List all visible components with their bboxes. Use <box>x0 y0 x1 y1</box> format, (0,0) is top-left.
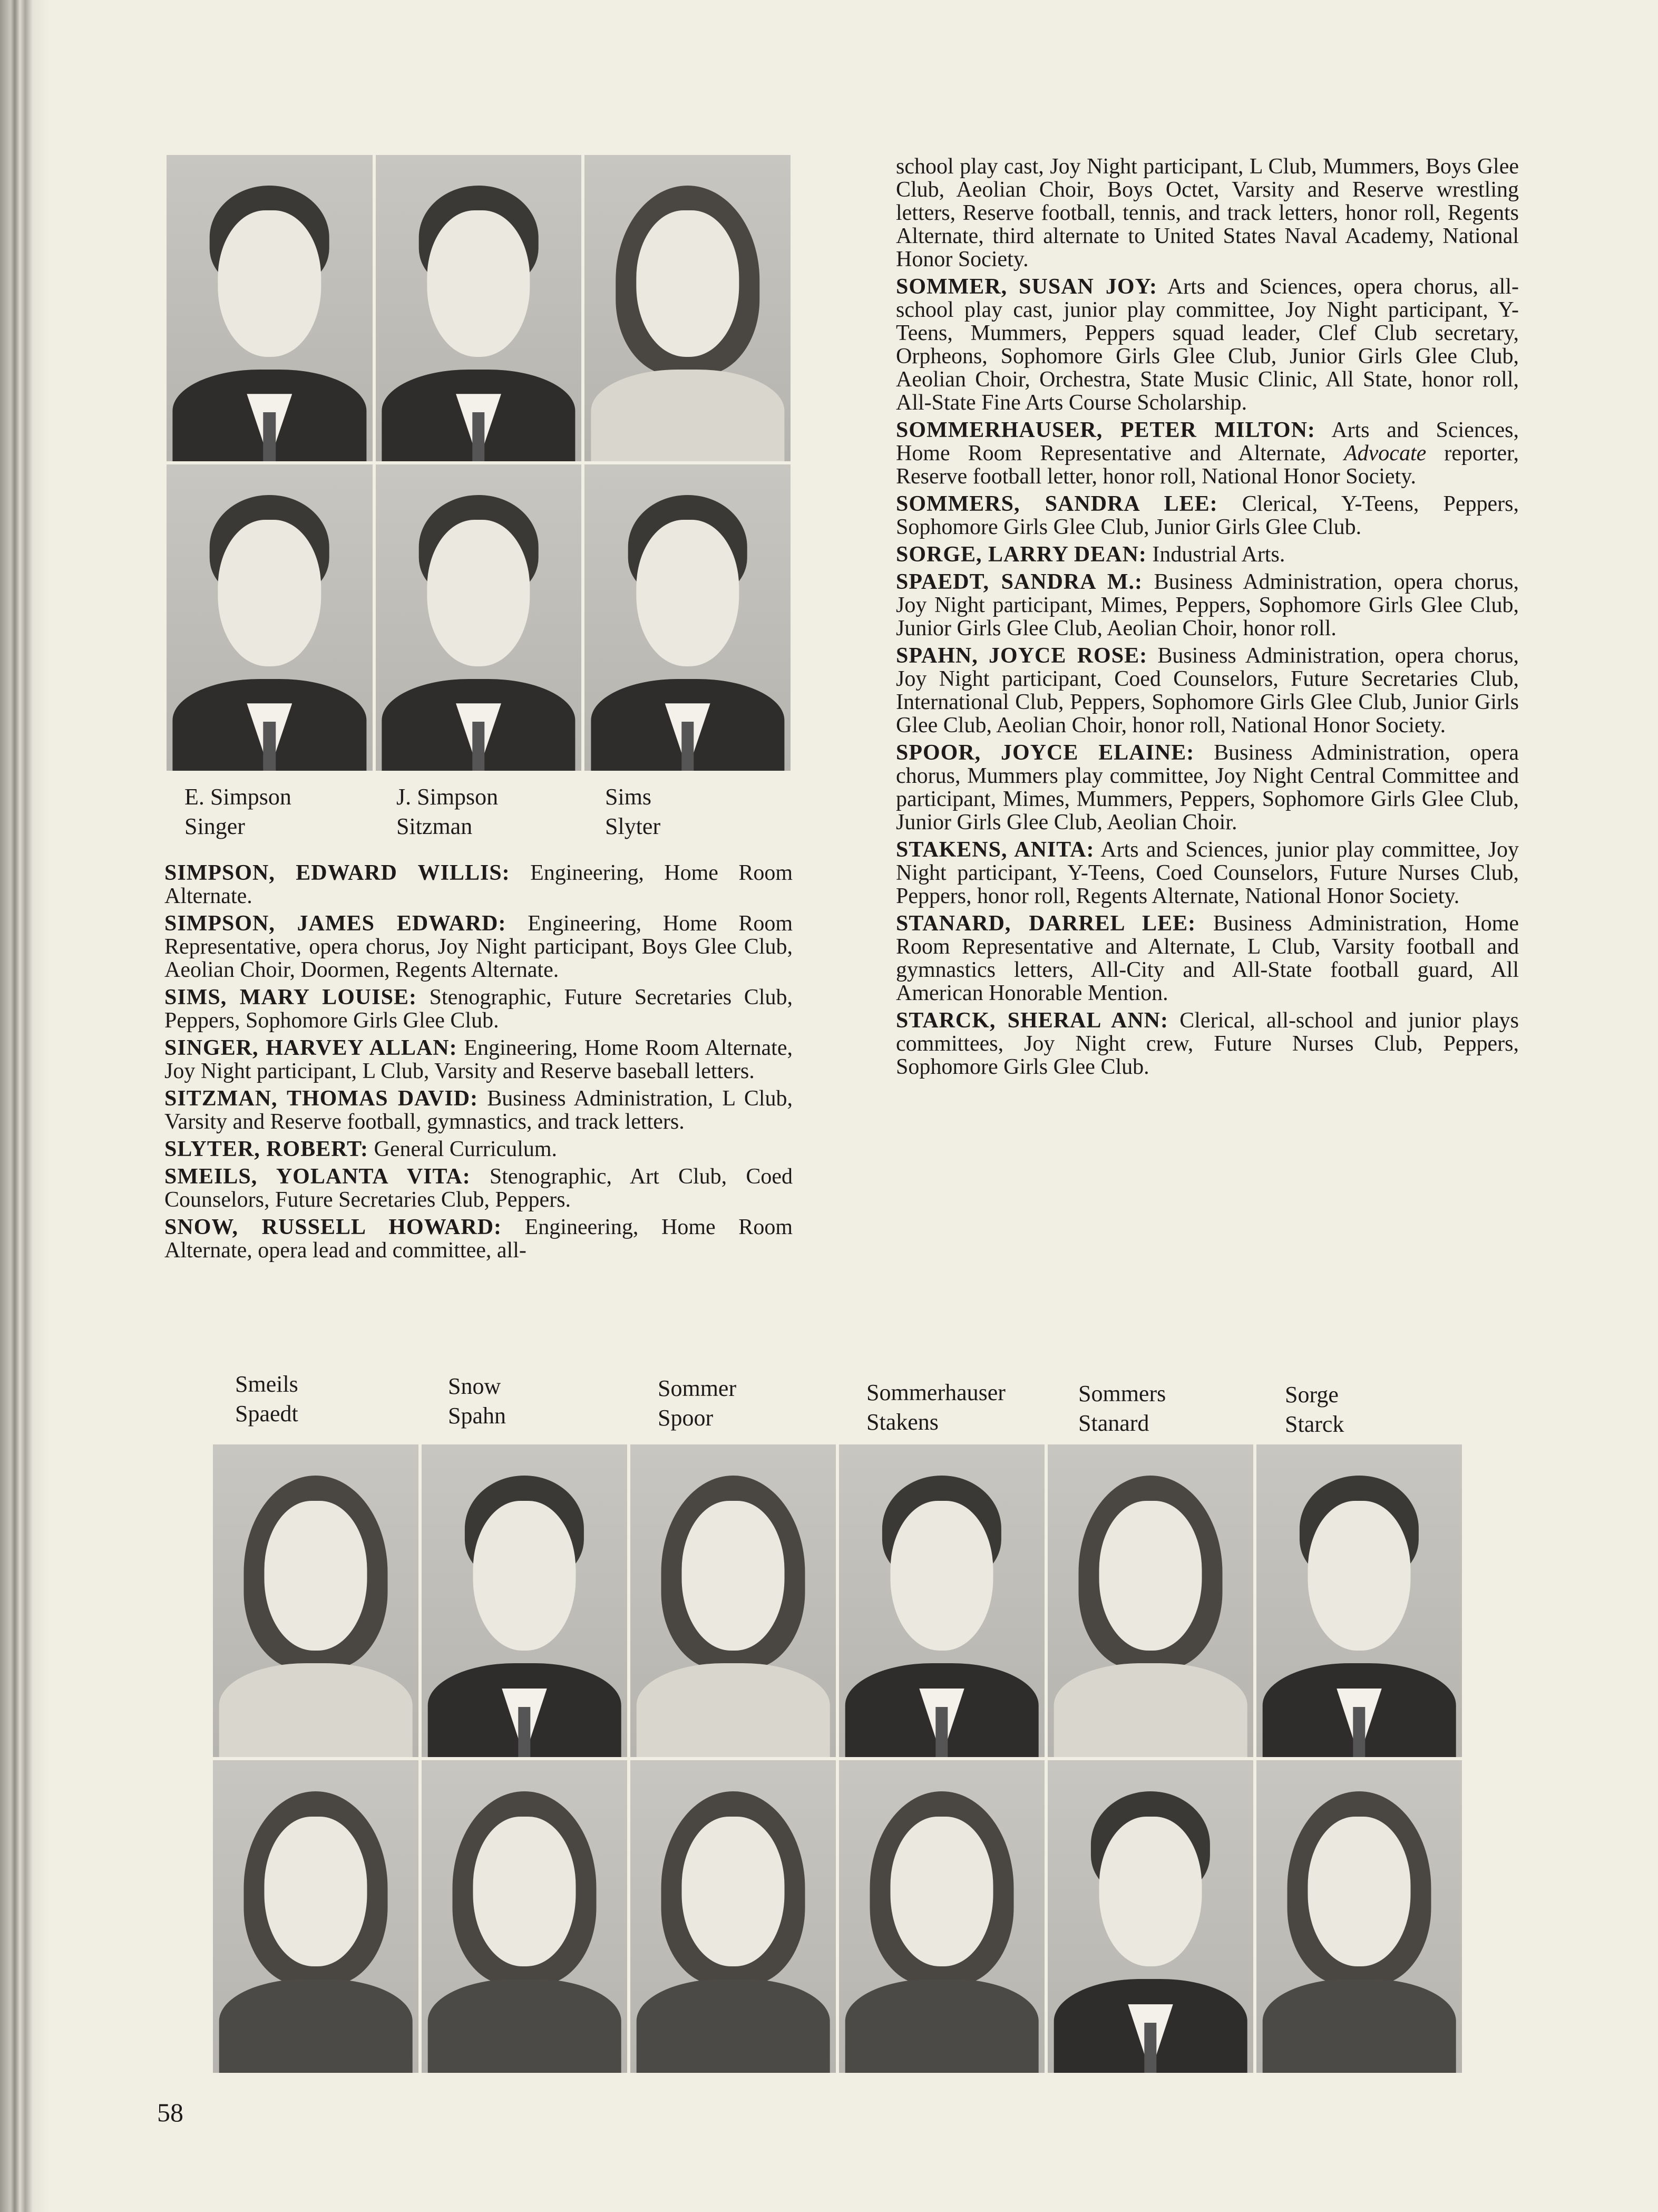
caption-line: Sitzman <box>396 813 473 839</box>
biography-entry <box>896 543 1519 566</box>
student-name: SIMS, MARY LOUISE: <box>164 985 417 1010</box>
student-name: SNOW, RUSSELL HOWARD: <box>164 1215 502 1239</box>
caption-e-simpson-singer <box>184 782 291 841</box>
caption-sommerhauser-stakens <box>866 1378 1006 1437</box>
student-activities: Business Administration, opera chorus, Mummers play committee, Joy Night Central Committee and participant, Mimes, Mummers, Peppers, Sophomore Girls Glee Club, Junior Girls Glee Club, Aeolian Choir. <box>896 741 1519 835</box>
caption-line: Spoor <box>658 1405 714 1431</box>
portrait-photo-starck <box>1256 1760 1462 2073</box>
student-activities: Stenographic, Future Secretaries Club, Peppers, Sophomore Girls Glee Club. <box>164 985 793 1033</box>
publication-name: Advocate <box>1344 441 1427 465</box>
caption-sommer-spoor <box>658 1374 736 1433</box>
student-activities: Industrial Arts. <box>1146 542 1285 567</box>
page-binding-edge <box>0 0 50 2212</box>
face-shape <box>218 520 321 667</box>
student-activities: school play cast, Joy Night participant, L Club, Mummers, Boys Glee Club, Aeolian Choir, Boys Octet, Varsity and Reserve wrestling letters, Reserve football, tennis, and track letters, honor roll, Regents Alternate, third alternate to United States Naval Academy, National Honor Society. <box>896 154 1519 271</box>
necktie-shape <box>472 722 484 771</box>
face-shape <box>636 210 739 357</box>
portrait-photo-sorge <box>1256 1444 1462 1757</box>
caption-sims-slyter <box>605 782 660 841</box>
biography-entry <box>896 1009 1519 1079</box>
biography-entry <box>896 570 1519 640</box>
face-shape <box>682 1501 785 1651</box>
top-photo-grid <box>167 155 791 771</box>
biography-entry <box>164 986 793 1032</box>
caption-smeils-spaedt <box>235 1370 298 1429</box>
student-activities: Business Administration, opera chorus, Joy Night participant, Mimes, Peppers, Sophomore Girls Glee Club, Junior Girls Glee Club, Aeolian Choir, honor roll. <box>896 570 1519 641</box>
portrait-photo-spahn <box>422 1760 627 2073</box>
caption-sommers-stanard <box>1078 1379 1166 1438</box>
face-shape <box>473 1501 576 1651</box>
face-shape <box>218 210 321 357</box>
caption-line: Sims <box>605 784 652 810</box>
caption-line: Stakens <box>866 1409 939 1435</box>
student-activities: Clerical, all-school and junior plays committees, Joy Night crew, Future Nurses Club, Peppers, Sophomore Girls Glee Club. <box>896 1008 1519 1079</box>
necktie-shape <box>264 412 276 461</box>
face-shape <box>636 520 739 667</box>
caption-line: Spaedt <box>235 1401 298 1427</box>
student-activities: Engineering, Home Room Alternate, opera lead and committee, all- <box>164 1215 793 1263</box>
student-name: SIMPSON, JAMES EDWARD: <box>164 911 506 936</box>
biography-entry <box>164 1036 793 1083</box>
portrait-photo-smeils <box>213 1444 418 1757</box>
necktie-shape <box>518 1707 530 1757</box>
biography-entry <box>164 912 793 982</box>
student-activities: Engineering, Home Room Alternate, Joy Night participant, L Club, Varsity and Reserve baseball letters. <box>164 1036 793 1083</box>
caption-line: E. Simpson <box>184 784 291 810</box>
caption-line: Snow <box>448 1373 501 1399</box>
face-shape <box>473 1817 576 1967</box>
caption-line: Slyter <box>605 813 661 839</box>
torso-shape <box>637 1979 830 2073</box>
caption-line: Spahn <box>448 1403 506 1429</box>
torso-shape <box>637 1663 830 1757</box>
student-activities: Arts and Sciences, junior play committee, Joy Night participant, Y-Teens, Coed Counselors, Future Nurses Club, Peppers, honor roll, Regents Alternate, National Honor Society. <box>896 838 1519 908</box>
biography-entry <box>164 861 793 908</box>
face-shape <box>265 1501 367 1651</box>
student-name: STAKENS, ANITA: <box>896 838 1095 862</box>
student-activities: Business Administration, L Club, Varsity and Reserve football, gymnastics, and track letters. <box>164 1086 793 1134</box>
student-name: SOMMER, SUSAN JOY: <box>896 275 1158 299</box>
biography-entry <box>896 838 1519 908</box>
student-name: STANARD, DARREL LEE: <box>896 911 1196 936</box>
portrait-photo-slyter <box>584 464 791 771</box>
student-name: SINGER, HARVEY ALLAN: <box>164 1036 457 1060</box>
torso-shape <box>219 1979 413 2073</box>
biography-entry <box>164 1087 793 1133</box>
torso-shape <box>1054 1663 1247 1757</box>
student-activities: Business Administration, opera chorus, Joy Night participant, Coed Counselors, Future Secretaries Club, International Club, Peppers, Sophomore Girls Glee Club, Junior Girls Glee Club, Aeolian Choir, honor roll, National Honor Society. <box>896 644 1519 738</box>
torso-shape <box>428 1979 621 2073</box>
caption-line: Starck <box>1285 1411 1344 1437</box>
caption-line: J. Simpson <box>396 784 499 810</box>
student-name: SPAHN, JOYCE ROSE: <box>896 644 1148 668</box>
necktie-shape <box>472 412 484 461</box>
torso-shape <box>219 1663 413 1757</box>
face-shape <box>265 1817 367 1967</box>
caption-line: Stanard <box>1078 1410 1149 1436</box>
student-name: SOMMERHAUSER, PETER MILTON: <box>896 418 1315 442</box>
student-name: SLYTER, ROBERT: <box>164 1137 368 1161</box>
biography-entry <box>896 741 1519 834</box>
caption-line: Sorge <box>1285 1382 1339 1408</box>
face-shape <box>1308 1817 1411 1967</box>
portrait-photo-spoor <box>630 1760 836 2073</box>
student-activities: Clerical, Y-Teens, Peppers, Sophomore Girls Glee Club, Junior Girls Glee Club. <box>896 492 1519 539</box>
caption-line: Sommers <box>1078 1381 1166 1406</box>
biography-entry <box>164 1165 793 1211</box>
biography-entry <box>164 1216 793 1262</box>
portrait-photo-singer <box>167 464 373 771</box>
biography-entry <box>896 155 1519 271</box>
torso-shape <box>1263 1979 1456 2073</box>
bottom-photo-grid <box>213 1444 1462 2073</box>
portrait-photo-sims <box>584 155 791 461</box>
biography-entry <box>164 1138 793 1161</box>
face-shape <box>1308 1501 1411 1651</box>
student-name: SIMPSON, EDWARD WILLIS: <box>164 861 510 885</box>
student-name: SPOOR, JOYCE ELAINE: <box>896 741 1195 765</box>
face-shape <box>427 520 530 667</box>
torso-shape <box>845 1979 1039 2073</box>
portrait-photo-sommerhauser <box>839 1444 1045 1757</box>
student-activities: Arts and Sciences, Home Room Representative and Alternate, <box>896 418 1519 465</box>
necktie-shape <box>1144 2023 1156 2073</box>
portrait-photo-sommers <box>1048 1444 1253 1757</box>
biography-entry <box>896 492 1519 539</box>
biography-entry <box>896 912 1519 1005</box>
student-activities: General Curriculum. <box>368 1137 558 1161</box>
caption-line: Sommer <box>658 1375 737 1401</box>
student-name: SPAEDT, SANDRA M.: <box>896 570 1143 594</box>
face-shape <box>891 1501 993 1651</box>
necktie-shape <box>1353 1707 1365 1757</box>
student-name: STARCK, SHERAL ANN: <box>896 1008 1169 1033</box>
portrait-photo-spaedt <box>213 1760 418 2073</box>
caption-line: Singer <box>184 813 245 839</box>
caption-line: Sommerhauser <box>866 1380 1006 1405</box>
right-biography-column <box>896 155 1519 1083</box>
face-shape <box>891 1817 993 1967</box>
caption-sorge-starck <box>1285 1380 1344 1439</box>
caption-line: Smeils <box>235 1371 298 1397</box>
necktie-shape <box>681 722 694 771</box>
student-name: SITZMAN, THOMAS DAVID: <box>164 1086 479 1111</box>
student-activities: Arts and Sciences, opera chorus, all-school play cast, junior play committee, Joy Night participant, Y-Teens, Mummers, Peppers squad leader, Clef Club secretary, Orpheons, Sophomore Girls Glee Club, Junior Girls Glee Club, Aeolian Choir, Orchestra, State Music Clinic, All State, honor roll, All-State Fine Arts Course Scholarship. <box>896 275 1519 415</box>
student-name: SMEILS, YOLANTA VITA: <box>164 1165 471 1189</box>
student-name: SOMMERS, SANDRA LEE: <box>896 492 1218 516</box>
portrait-photo-stakens <box>839 1760 1045 2073</box>
student-activities: Stenographic, Art Club, Coed Counselors, Future Secretaries Club, Peppers. <box>164 1165 793 1212</box>
necktie-shape <box>264 722 276 771</box>
portrait-photo-sommer <box>630 1444 836 1757</box>
student-activities: Business Administration, Home Room Representative and Alternate, L Club, Varsity football and gymnastics letters, All-City and All-State football guard, All American Honorable Mention. <box>896 911 1519 1005</box>
face-shape <box>427 210 530 357</box>
biography-entry <box>896 419 1519 488</box>
caption-snow-spahn <box>448 1372 506 1431</box>
left-biography-column <box>164 861 793 1266</box>
page-number: 58 <box>157 2098 183 2127</box>
student-activities: Engineering, Home Room Representative, opera chorus, Joy Night participant, Boys Glee Club, Aeolian Choir, Doormen, Regents Alternate. <box>164 911 793 982</box>
biography-entry <box>896 644 1519 737</box>
face-shape <box>682 1817 785 1967</box>
portrait-photo-sitzman <box>376 464 582 771</box>
caption-j-simpson-sitzman <box>396 782 498 841</box>
torso-shape <box>591 370 784 461</box>
necktie-shape <box>935 1707 948 1757</box>
student-activities: Engineering, Home Room Alternate. <box>164 861 793 908</box>
face-shape <box>1099 1817 1202 1967</box>
face-shape <box>1099 1501 1202 1651</box>
portrait-photo-e-simpson <box>167 155 373 461</box>
portrait-photo-stanard <box>1048 1760 1253 2073</box>
student-name: SORGE, LARRY DEAN: <box>896 542 1147 567</box>
portrait-photo-snow <box>422 1444 627 1757</box>
portrait-photo-j-simpson <box>376 155 582 461</box>
student-activities: reporter, Reserve football letter, honor roll, National Honor Society. <box>896 441 1519 489</box>
biography-entry <box>896 275 1519 414</box>
